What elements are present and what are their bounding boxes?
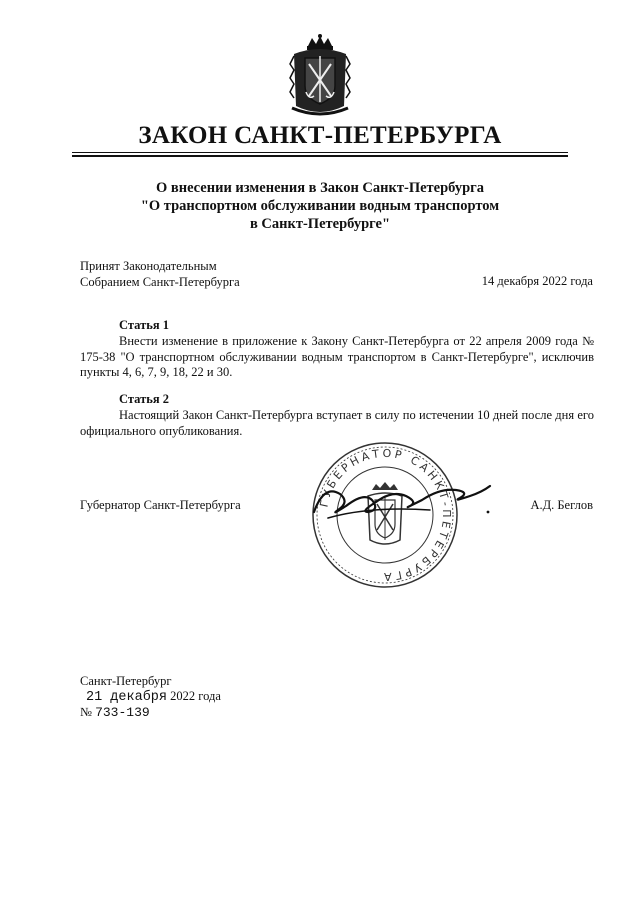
svg-text:ГУБЕРНАТОР САНКТ-ПЕТЕРБУРГА: ГУБЕРНАТОР САНКТ-ПЕТЕРБУРГА: [317, 446, 454, 584]
title-divider-thick: [72, 155, 568, 157]
handwritten-signature: [310, 466, 500, 526]
title-divider-thin: [72, 152, 568, 153]
article-2-heading: Статья 2: [119, 392, 169, 406]
signing-date-typed: 21 декабря: [86, 690, 168, 705]
subject-line-2: "О транспортном обслуживании водным транспортом: [140, 198, 500, 214]
place-of-signing: Санкт-Петербург: [80, 674, 172, 688]
signatory-name: А.Д. Беглов: [530, 498, 593, 512]
signing-date-year: 2022 года: [170, 689, 221, 703]
article-1-text: Внести изменение в приложение к Закону Санкт-Петербурга от 22 апреля 2009 года № 175-38 "О транспортном обслуживании водным транспортом в Санкт-Петербурге", исключив пункты 4, 6, 7, 9, 18, 22 и 30.: [80, 334, 594, 379]
signatory-role: Губернатор Санкт-Петербурга: [80, 498, 241, 512]
law-subject: [0, 179, 640, 233]
adoption-line-1: Принят Законодательным: [80, 259, 217, 273]
adoption-line-2: Собранием Санкт-Петербурга: [80, 275, 240, 289]
law-title: ЗАКОН САНКТ-ПЕТЕРБУРГА: [138, 122, 502, 149]
adoption-date: 14 декабря 2022 года: [481, 274, 593, 288]
signing-date: [86, 689, 221, 705]
coat-of-arms-icon: [288, 34, 352, 118]
adoption-body: [80, 258, 240, 290]
registration-number-value: 733-139: [95, 705, 150, 720]
registration-number-prefix: №: [80, 705, 92, 719]
subject-line-3: в Санкт-Петербурге": [249, 216, 391, 232]
registration-number: [80, 705, 150, 720]
article-1-heading: Статья 1: [119, 318, 169, 332]
subject-line-1: О внесении изменения в Закон Санкт-Петербурга: [155, 180, 484, 196]
article-2-text: Настоящий Закон Санкт-Петербурга вступает в силу по истечении 10 дней после дня его официального опубликования.: [80, 408, 594, 438]
